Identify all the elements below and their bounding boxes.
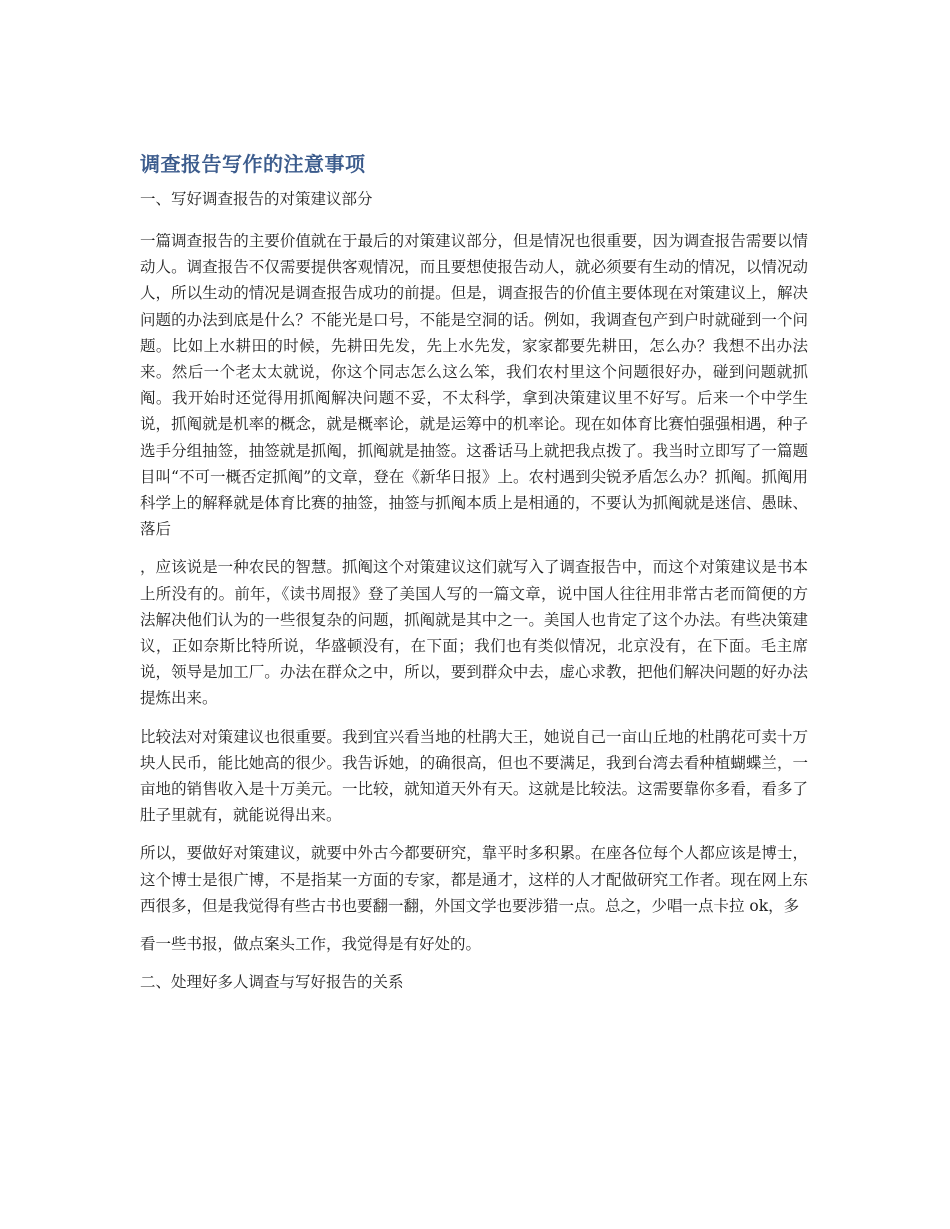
document-page <box>140 148 808 1007</box>
paragraph-1: 一篇调查报告的主要价值就在于最后的对策建议部分，但是情况也很重要，因为调查报告需要以情动人。调查报告不仅需要提供客观情况，而且要想使报告动人，就必须要有生动的情况，以情况动人，所以生动的情况是调查报告成功的前提。但是，调查报告的价值主要体现在对策建议上，解决问题的办法到底是什么？不能光是口号，不能是空洞的话。例如，我调查包产到户时就碰到一个问题。比如上水耕田的时候，先耕田先发，先上水先发，家家都要先耕田，怎么办？我想不出办法来。然后一个老太太就说，你这个同志怎么这么笨，我们农村里这个问题很好办，碰到问题就抓阄。我开始时还觉得用抓阄解决问题不妥，不太科学，拿到决策建议里不好写。后来一个中学生说，抓阄就是机率的概念，就是概率论，就是运筹中的机率论。现在如体育比赛怕强强相遇，种子选手分组抽签，抽签就是抓阄，抓阄就是抽签。这番话马上就把我点拨了。我当时立即写了一篇题目叫“不可一概否定抓阄”的文章，登在《新华日报》上。农村遇到尖锐矛盾怎么办？抓阄。抓阄用科学上的解释就是体育比赛的抽签，抽签与抓阄本质上是相通的，不要认为抓阄就是迷信、愚昧、落后 <box>140 232 808 539</box>
paragraph-3: 比较法对对策建议也很重要。我到宜兴看当地的杜鹃大王，她说自己一亩山丘地的杜鹃花可卖十万块人民币，能比她高的很少。我告诉她，的确很高，但也不要满足，我到台湾去看种植蝴蝶兰，一亩地的销售收入是十万美元。一比较，就知道天外有天。这就是比较法。这需要靠你多看，看多了肚子里就有，就能说得出来。 <box>140 727 808 825</box>
document-title: 调查报告写作的注意事项 <box>140 152 366 176</box>
section-heading-2: 二、处理好多人调查与写好报告的关系 <box>140 973 404 992</box>
paragraph-4: 所以，要做好对策建议，就要中外古今都要研究，靠平时多积累。在座各位每个人都应该是博士，这个博士是很广博，不是指某一方面的专家，都是通才，这样的人才配做研究工作者。现在网上东西很多，但是我觉得有些古书也要翻一翻，外国文学也要涉猎一点。总之，少唱一点卡拉 ok，多 <box>140 844 808 915</box>
paragraph-2: ，应该说是一种农民的智慧。抓阄这个对策建议这们就写入了调查报告中，而这个对策建议是书本上所没有的。前年，《读书周报》登了美国人写的一篇文章，说中国人往往用非常古老而简便的方法解决他们认为的一些很复杂的问题，抓阄就是其中之一。美国人也肯定了这个办法。有些决策建议，正如奈斯比特所说，华盛顿没有，在下面；我们也有类似情况，北京没有，在下面。毛主席说，领导是加工厂。办法在群众之中，所以，要到群众中去，虚心求教，把他们解决问题的好办法提炼出来。 <box>140 558 808 708</box>
section-heading-1: 一、写好调查报告的对策建议部分 <box>140 190 373 208</box>
paragraph-5: 看一些书报，做点案头工作，我觉得是有好处的。 <box>140 935 482 954</box>
